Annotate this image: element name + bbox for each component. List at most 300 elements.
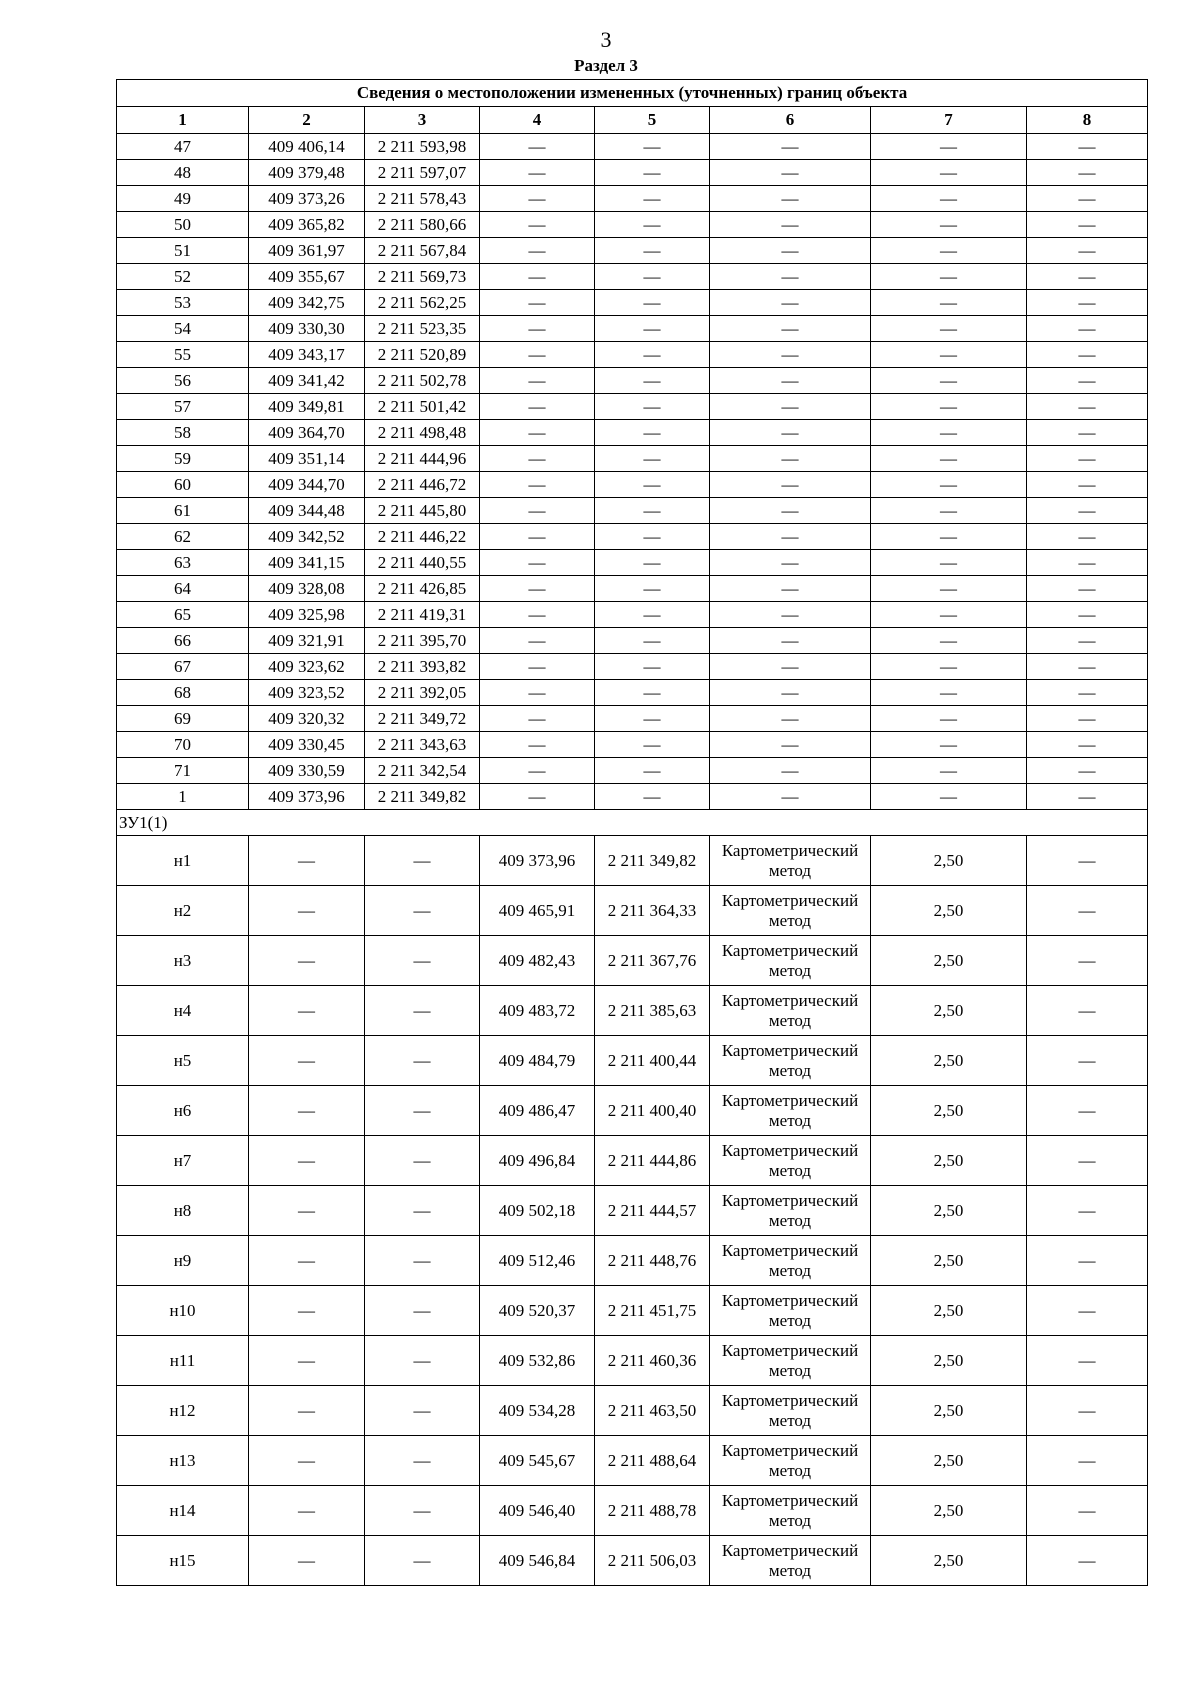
table-cell: —: [595, 160, 710, 186]
table-row: [117, 264, 1148, 290]
page-number: 3: [600, 27, 612, 52]
table-cell: 62: [117, 524, 249, 550]
table-row: [117, 576, 1148, 602]
table-cell: 409 343,17: [249, 342, 365, 368]
table-row: [117, 368, 1148, 394]
table-cell: 2 211 460,36: [595, 1336, 710, 1386]
table-cell: —: [365, 1136, 480, 1186]
table-cell: 69: [117, 706, 249, 732]
column-number: 5: [595, 107, 710, 134]
table-cell: 2 211 400,44: [595, 1036, 710, 1086]
table-cell: —: [480, 160, 595, 186]
table-cell: 2 211 444,96: [365, 446, 480, 472]
table-cell: 409 344,48: [249, 498, 365, 524]
table-cell: —: [249, 1536, 365, 1586]
column-number: 3: [365, 107, 480, 134]
table-cell: —: [1027, 550, 1148, 576]
table-cell: —: [1027, 134, 1148, 160]
table-cell: 2,50: [871, 936, 1027, 986]
table-cell: —: [1027, 1336, 1148, 1386]
table-cell: 2,50: [871, 1486, 1027, 1536]
table-cell: —: [595, 628, 710, 654]
table-cell: —: [710, 420, 871, 446]
table-cell: 409 330,59: [249, 758, 365, 784]
table-cell: —: [595, 446, 710, 472]
table-cell: —: [871, 784, 1027, 810]
table-cell: 64: [117, 576, 249, 602]
table-cell: 70: [117, 732, 249, 758]
table-row: [117, 986, 1148, 1036]
table-cell: —: [365, 1186, 480, 1236]
table-cell: 47: [117, 134, 249, 160]
table-cell: —: [871, 550, 1027, 576]
table-row: [117, 472, 1148, 498]
table-cell: —: [595, 186, 710, 212]
table-cell: —: [1027, 1486, 1148, 1536]
table-row: [117, 936, 1148, 986]
table-cell: —: [1027, 732, 1148, 758]
table-cell: 409 330,45: [249, 732, 365, 758]
table-cell: —: [249, 986, 365, 1036]
table-cell: —: [710, 160, 871, 186]
table-cell: —: [710, 550, 871, 576]
table-cell: —: [365, 1436, 480, 1486]
table-cell: —: [871, 290, 1027, 316]
table-cell: —: [1027, 1536, 1148, 1586]
table-cell: —: [1027, 1286, 1148, 1336]
table-cell: —: [871, 628, 1027, 654]
table-cell: —: [595, 264, 710, 290]
table-row: [117, 1486, 1148, 1536]
table-cell: —: [710, 342, 871, 368]
table-cell: 54: [117, 316, 249, 342]
table-cell: 409 351,14: [249, 446, 365, 472]
table-cell: 56: [117, 368, 249, 394]
column-number-row: [117, 107, 1148, 134]
table-cell: 2 211 593,98: [365, 134, 480, 160]
table-cell: —: [1027, 1386, 1148, 1436]
table-cell: 409 361,97: [249, 238, 365, 264]
table-cell: н11: [117, 1336, 249, 1386]
table-cell: —: [249, 1436, 365, 1486]
table-cell: —: [480, 212, 595, 238]
table-row: [117, 784, 1148, 810]
table-cell: —: [1027, 342, 1148, 368]
table-cell: —: [1027, 602, 1148, 628]
table-cell: 57: [117, 394, 249, 420]
table-cell: —: [365, 836, 480, 886]
table-cell: 2,50: [871, 986, 1027, 1036]
table-cell: —: [871, 602, 1027, 628]
table-row: [117, 186, 1148, 212]
table-cell: 2,50: [871, 1386, 1027, 1436]
table-row: [117, 290, 1148, 316]
table-cell: —: [1027, 446, 1148, 472]
table-row: [117, 706, 1148, 732]
table-cell: —: [1027, 654, 1148, 680]
table-cell: —: [480, 238, 595, 264]
table-cell: н15: [117, 1536, 249, 1586]
table-cell: —: [871, 342, 1027, 368]
table-cell: —: [1027, 1236, 1148, 1286]
table-cell: —: [480, 576, 595, 602]
table-cell: 2 211 444,57: [595, 1186, 710, 1236]
table-row: [117, 602, 1148, 628]
table-cell: —: [710, 238, 871, 264]
column-number: 1: [117, 107, 249, 134]
table-cell: 409 342,52: [249, 524, 365, 550]
table-cell: —: [871, 368, 1027, 394]
table-cell: —: [1027, 680, 1148, 706]
table-cell: 2 211 569,73: [365, 264, 480, 290]
table-cell: —: [1027, 186, 1148, 212]
table-cell: —: [365, 1036, 480, 1086]
table-cell: —: [1027, 628, 1148, 654]
table-cell: —: [710, 498, 871, 524]
table-cell: н12: [117, 1386, 249, 1436]
table-cell: 2 211 395,70: [365, 628, 480, 654]
table-cell: 409 512,46: [480, 1236, 595, 1286]
table-row: [117, 524, 1148, 550]
table-cell: н7: [117, 1136, 249, 1186]
table-row: [117, 1036, 1148, 1086]
table-cell: —: [595, 576, 710, 602]
table-cell: —: [1027, 986, 1148, 1036]
table-cell: 52: [117, 264, 249, 290]
table-cell: 2 211 502,78: [365, 368, 480, 394]
table-cell: —: [1027, 290, 1148, 316]
table-cell: —: [710, 706, 871, 732]
table-cell: 2,50: [871, 836, 1027, 886]
table-cell: —: [1027, 936, 1148, 986]
table-cell: 65: [117, 602, 249, 628]
table-cell: —: [365, 886, 480, 936]
table-cell: 2 211 488,64: [595, 1436, 710, 1486]
table-cell: 67: [117, 654, 249, 680]
table-cell: 2 211 349,72: [365, 706, 480, 732]
table-cell: —: [710, 134, 871, 160]
table-cell: 2 211 451,75: [595, 1286, 710, 1336]
table-cell: 409 364,70: [249, 420, 365, 446]
table-cell: —: [480, 550, 595, 576]
table-cell: 2 211 562,25: [365, 290, 480, 316]
table-cell: 409 496,84: [480, 1136, 595, 1186]
table-cell: 409 482,43: [480, 936, 595, 986]
table-cell: 2 211 400,40: [595, 1086, 710, 1136]
table-row: [117, 836, 1148, 886]
table-row: [117, 758, 1148, 784]
table-cell: —: [1027, 576, 1148, 602]
table-cell: 71: [117, 758, 249, 784]
table-cell: —: [871, 394, 1027, 420]
table-row: [117, 1536, 1148, 1586]
table-cell: —: [1027, 758, 1148, 784]
table-cell: 58: [117, 420, 249, 446]
table-row: [117, 1436, 1148, 1486]
table-cell: 2,50: [871, 1286, 1027, 1336]
table-cell: —: [710, 732, 871, 758]
table-cell: 409 486,47: [480, 1086, 595, 1136]
table-cell: 2 211 385,63: [595, 986, 710, 1036]
table-cell: —: [595, 316, 710, 342]
table-cell: н14: [117, 1486, 249, 1536]
table-cell: —: [365, 1386, 480, 1436]
table-row: [117, 134, 1148, 160]
table-cell: —: [1027, 472, 1148, 498]
table-cell: 409 534,28: [480, 1386, 595, 1436]
table-cell: —: [365, 1536, 480, 1586]
table-row: [117, 654, 1148, 680]
table-cell: 51: [117, 238, 249, 264]
table-cell: —: [480, 264, 595, 290]
table-cell: 2 211 445,80: [365, 498, 480, 524]
table-cell: —: [480, 316, 595, 342]
table-cell: —: [871, 758, 1027, 784]
column-number: 7: [871, 107, 1027, 134]
table-row: [117, 628, 1148, 654]
table-cell: 49: [117, 186, 249, 212]
table-cell: 409 546,84: [480, 1536, 595, 1586]
table-cell: —: [710, 368, 871, 394]
table-cell: —: [365, 1086, 480, 1136]
method-cell: Картометрический метод: [710, 836, 871, 886]
table-cell: —: [595, 498, 710, 524]
table-cell: 2 211 446,72: [365, 472, 480, 498]
table-cell: —: [480, 368, 595, 394]
table-cell: н3: [117, 936, 249, 986]
table-cell: —: [710, 290, 871, 316]
table-cell: —: [595, 134, 710, 160]
table-row: [117, 498, 1148, 524]
table-cell: —: [871, 524, 1027, 550]
table-cell: 60: [117, 472, 249, 498]
table-cell: 2,50: [871, 1336, 1027, 1386]
table-cell: 409 546,40: [480, 1486, 595, 1536]
table-cell: 409 406,14: [249, 134, 365, 160]
table-cell: —: [480, 498, 595, 524]
table-cell: —: [595, 784, 710, 810]
table-cell: 409 365,82: [249, 212, 365, 238]
table-cell: 2 211 520,89: [365, 342, 480, 368]
table-cell: 2 211 440,55: [365, 550, 480, 576]
table-cell: —: [871, 134, 1027, 160]
table-cell: 2 211 506,03: [595, 1536, 710, 1586]
table-cell: 409 483,72: [480, 986, 595, 1036]
method-cell: Картометрический метод: [710, 1536, 871, 1586]
table-row: [117, 1136, 1148, 1186]
table-cell: —: [249, 1086, 365, 1136]
table-cell: —: [710, 524, 871, 550]
table-cell: —: [480, 446, 595, 472]
table-cell: 1: [117, 784, 249, 810]
table-cell: —: [1027, 212, 1148, 238]
column-number: 2: [249, 107, 365, 134]
table-cell: 53: [117, 290, 249, 316]
table-cell: н6: [117, 1086, 249, 1136]
table-cell: —: [365, 1236, 480, 1286]
table-cell: 2 211 343,63: [365, 732, 480, 758]
table-cell: 409 484,79: [480, 1036, 595, 1086]
table-cell: —: [710, 212, 871, 238]
table-cell: —: [480, 602, 595, 628]
table-cell: 409 321,91: [249, 628, 365, 654]
method-cell: Картометрический метод: [710, 1436, 871, 1486]
table-cell: —: [480, 524, 595, 550]
table-cell: 409 342,75: [249, 290, 365, 316]
table-cell: 2,50: [871, 1036, 1027, 1086]
table-cell: 68: [117, 680, 249, 706]
table-cell: —: [871, 472, 1027, 498]
table-cell: н1: [117, 836, 249, 886]
table-cell: 2,50: [871, 1436, 1027, 1486]
table-cell: 409 330,30: [249, 316, 365, 342]
column-number: 8: [1027, 107, 1148, 134]
table-cell: 55: [117, 342, 249, 368]
table-cell: —: [1027, 1186, 1148, 1236]
table-cell: —: [710, 316, 871, 342]
table-row: [117, 316, 1148, 342]
method-cell: Картометрический метод: [710, 886, 871, 936]
table-cell: 2 211 393,82: [365, 654, 480, 680]
table-cell: —: [595, 212, 710, 238]
table-cell: 409 341,15: [249, 550, 365, 576]
table-cell: —: [480, 654, 595, 680]
table-row: [117, 394, 1148, 420]
table-row: [117, 1386, 1148, 1436]
table-cell: —: [710, 446, 871, 472]
method-cell: Картометрический метод: [710, 1136, 871, 1186]
table-cell: 2 211 597,07: [365, 160, 480, 186]
boundary-coordinates-table: [116, 79, 1148, 1586]
table-cell: —: [1027, 706, 1148, 732]
table-body: [117, 80, 1148, 1586]
table-cell: 2 211 463,50: [595, 1386, 710, 1436]
table-cell: —: [249, 1286, 365, 1336]
table-cell: —: [595, 732, 710, 758]
table-cell: —: [1027, 886, 1148, 936]
table-cell: 2,50: [871, 1086, 1027, 1136]
table-cell: —: [710, 680, 871, 706]
table-cell: 409 325,98: [249, 602, 365, 628]
table-cell: —: [249, 1186, 365, 1236]
table-cell: —: [1027, 238, 1148, 264]
table-cell: 2,50: [871, 1186, 1027, 1236]
table-cell: —: [480, 186, 595, 212]
table-cell: 2 211 349,82: [595, 836, 710, 886]
table-cell: —: [1027, 1136, 1148, 1186]
table-cell: 409 520,37: [480, 1286, 595, 1336]
table-cell: н8: [117, 1186, 249, 1236]
table-cell: —: [1027, 1436, 1148, 1486]
table-cell: 2 211 567,84: [365, 238, 480, 264]
table-cell: —: [595, 706, 710, 732]
table-cell: —: [595, 472, 710, 498]
table-cell: —: [1027, 498, 1148, 524]
table-cell: 2,50: [871, 886, 1027, 936]
table-row: [117, 1286, 1148, 1336]
table-cell: —: [249, 1486, 365, 1536]
table-cell: 409 341,42: [249, 368, 365, 394]
table-cell: 2,50: [871, 1536, 1027, 1586]
table-cell: 2 211 426,85: [365, 576, 480, 602]
table-cell: —: [595, 550, 710, 576]
table-cell: —: [365, 986, 480, 1036]
table-cell: —: [871, 238, 1027, 264]
table-cell: —: [1027, 394, 1148, 420]
table-cell: —: [249, 836, 365, 886]
table-row: [117, 446, 1148, 472]
method-cell: Картометрический метод: [710, 1036, 871, 1086]
table-cell: —: [365, 1286, 480, 1336]
table-cell: —: [480, 134, 595, 160]
table-cell: 2 211 578,43: [365, 186, 480, 212]
table-cell: —: [595, 368, 710, 394]
table-cell: 2 211 501,42: [365, 394, 480, 420]
table-cell: —: [1027, 836, 1148, 886]
method-cell: Картометрический метод: [710, 1486, 871, 1536]
table-cell: н9: [117, 1236, 249, 1286]
column-number: 6: [710, 107, 871, 134]
table-cell: 409 465,91: [480, 886, 595, 936]
table-cell: 2 211 444,86: [595, 1136, 710, 1186]
method-cell: Картометрический метод: [710, 1386, 871, 1436]
table-cell: —: [595, 420, 710, 446]
table-cell: —: [365, 1336, 480, 1386]
table-cell: —: [1027, 1086, 1148, 1136]
method-cell: Картометрический метод: [710, 1186, 871, 1236]
table-cell: —: [249, 1336, 365, 1386]
method-cell: Картометрический метод: [710, 1336, 871, 1386]
table-cell: 2 211 364,33: [595, 886, 710, 936]
table-row: [117, 732, 1148, 758]
table-cell: —: [480, 680, 595, 706]
table-cell: —: [480, 732, 595, 758]
table-cell: —: [710, 628, 871, 654]
table-cell: —: [710, 758, 871, 784]
table-cell: 2 211 419,31: [365, 602, 480, 628]
table-cell: —: [710, 784, 871, 810]
table-row: [117, 550, 1148, 576]
table-cell: 409 344,70: [249, 472, 365, 498]
table-row: [117, 886, 1148, 936]
table-cell: —: [595, 290, 710, 316]
table-cell: н5: [117, 1036, 249, 1086]
table-cell: 409 323,52: [249, 680, 365, 706]
table-cell: 2 211 523,35: [365, 316, 480, 342]
table-cell: н4: [117, 986, 249, 1036]
table-cell: —: [249, 1036, 365, 1086]
table-cell: 2 211 342,54: [365, 758, 480, 784]
table-cell: н2: [117, 886, 249, 936]
method-cell: Картометрический метод: [710, 986, 871, 1036]
table-cell: —: [480, 784, 595, 810]
table-cell: —: [871, 420, 1027, 446]
table-cell: —: [1027, 368, 1148, 394]
method-cell: Картометрический метод: [710, 1086, 871, 1136]
table-cell: 59: [117, 446, 249, 472]
group-header-row: [117, 810, 1148, 836]
table-cell: 66: [117, 628, 249, 654]
table-cell: 2 211 488,78: [595, 1486, 710, 1536]
table-cell: н13: [117, 1436, 249, 1486]
table-cell: 409 349,81: [249, 394, 365, 420]
table-cell: —: [595, 342, 710, 368]
table-cell: 409 532,86: [480, 1336, 595, 1386]
table-cell: —: [871, 212, 1027, 238]
table-cell: —: [710, 472, 871, 498]
table-row: [117, 680, 1148, 706]
table-cell: —: [1027, 160, 1148, 186]
